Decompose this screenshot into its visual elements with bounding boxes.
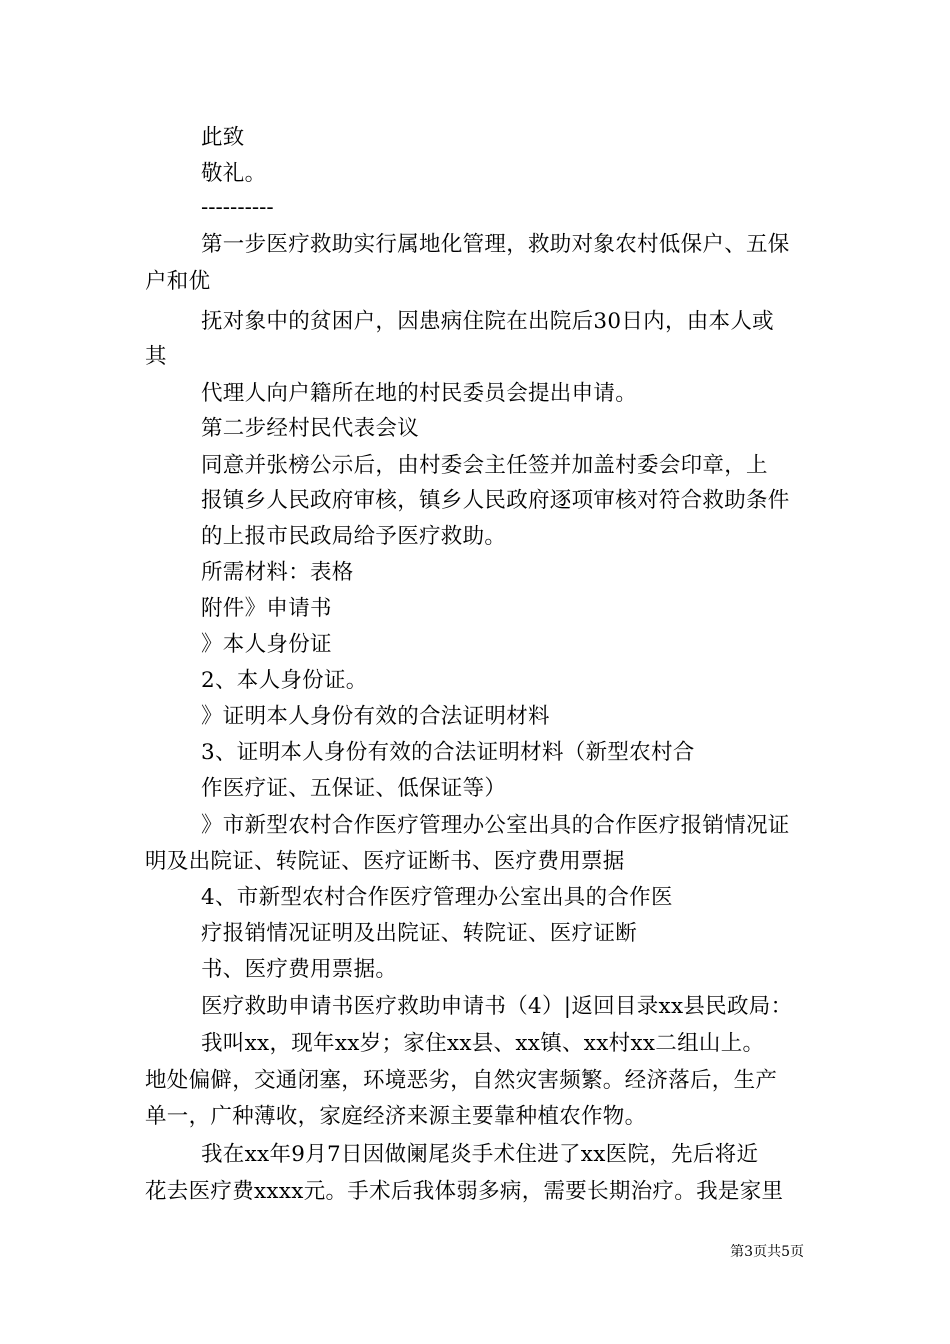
text-line: 书、医疗费用票据。 bbox=[201, 957, 398, 982]
text-line: 报镇乡人民政府审核，镇乡人民政府逐项审核对符合救助条件 bbox=[201, 488, 790, 513]
text-line: 第二步经村民代表会议 bbox=[201, 416, 420, 441]
text-line: 疗报销情况证明及出院证、转院证、医疗证断 bbox=[201, 921, 638, 946]
text-line: 地处偏僻，交通闭塞，环境恶劣，自然灾害频繁。经济落后，生产 bbox=[145, 1068, 778, 1093]
text-line: 》市新型农村合作医疗管理办公室出具的合作医疗报销情况证 bbox=[201, 813, 790, 838]
text-line: 代理人向户籍所在地的村民委员会提出申请。 bbox=[201, 381, 638, 406]
text-line: 我叫xx，现年xx岁；家住xx县、xx镇、xx村xx二组山上。 bbox=[201, 1031, 765, 1056]
text-line: 明及出院证、转院证、医疗证断书、医疗费用票据 bbox=[145, 849, 625, 874]
text-line: 抚对象中的贫困户，因患病住院在出院后30日内，由本人或 bbox=[201, 309, 774, 334]
text-line: 我在xx年9月7日因做阑尾炎手术住进了xx医院，先后将近 bbox=[201, 1142, 759, 1167]
text-line: 作医疗证、五保证、低保证等） bbox=[201, 776, 507, 801]
text-line: 4、市新型农村合作医疗管理办公室出具的合作医 bbox=[201, 885, 673, 910]
text-line: 敬礼。 bbox=[201, 161, 267, 186]
text-line: 3、证明本人身份有效的合法证明材料（新型农村合 bbox=[201, 740, 695, 765]
text-line: 此致 bbox=[201, 125, 245, 150]
text-line: 所需材料：表格 bbox=[201, 560, 354, 585]
text-line: 附件》申请书 bbox=[201, 596, 332, 621]
text-line: 花去医疗费xxxx元。手术后我体弱多病，需要长期治疗。我是家里 bbox=[145, 1179, 784, 1204]
text-line: 2、本人身份证。 bbox=[201, 668, 368, 693]
text-line: 户和优 bbox=[145, 269, 211, 294]
text-line: 》本人身份证 bbox=[201, 632, 332, 657]
text-line: 第一步医疗救助实行属地化管理，救助对象农村低保户、五保 bbox=[201, 232, 790, 257]
text-line: 的上报市民政局给予医疗救助。 bbox=[201, 524, 507, 549]
text-line: 》证明本人身份有效的合法证明材料 bbox=[201, 704, 550, 729]
text-line: 同意并张榜公示后，由村委会主任签并加盖村委会印章，上 bbox=[201, 453, 768, 478]
separator-line: ---------- bbox=[201, 195, 274, 220]
text-line: 其 bbox=[145, 344, 167, 369]
text-line: 医疗救助申请书医疗救助申请书（4）|返回目录xx县民政局： bbox=[201, 994, 793, 1019]
text-line: 单一，广种薄收，家庭经济来源主要靠种植农作物。 bbox=[145, 1104, 647, 1129]
page-number: 第3页共5页 bbox=[730, 1244, 804, 1260]
